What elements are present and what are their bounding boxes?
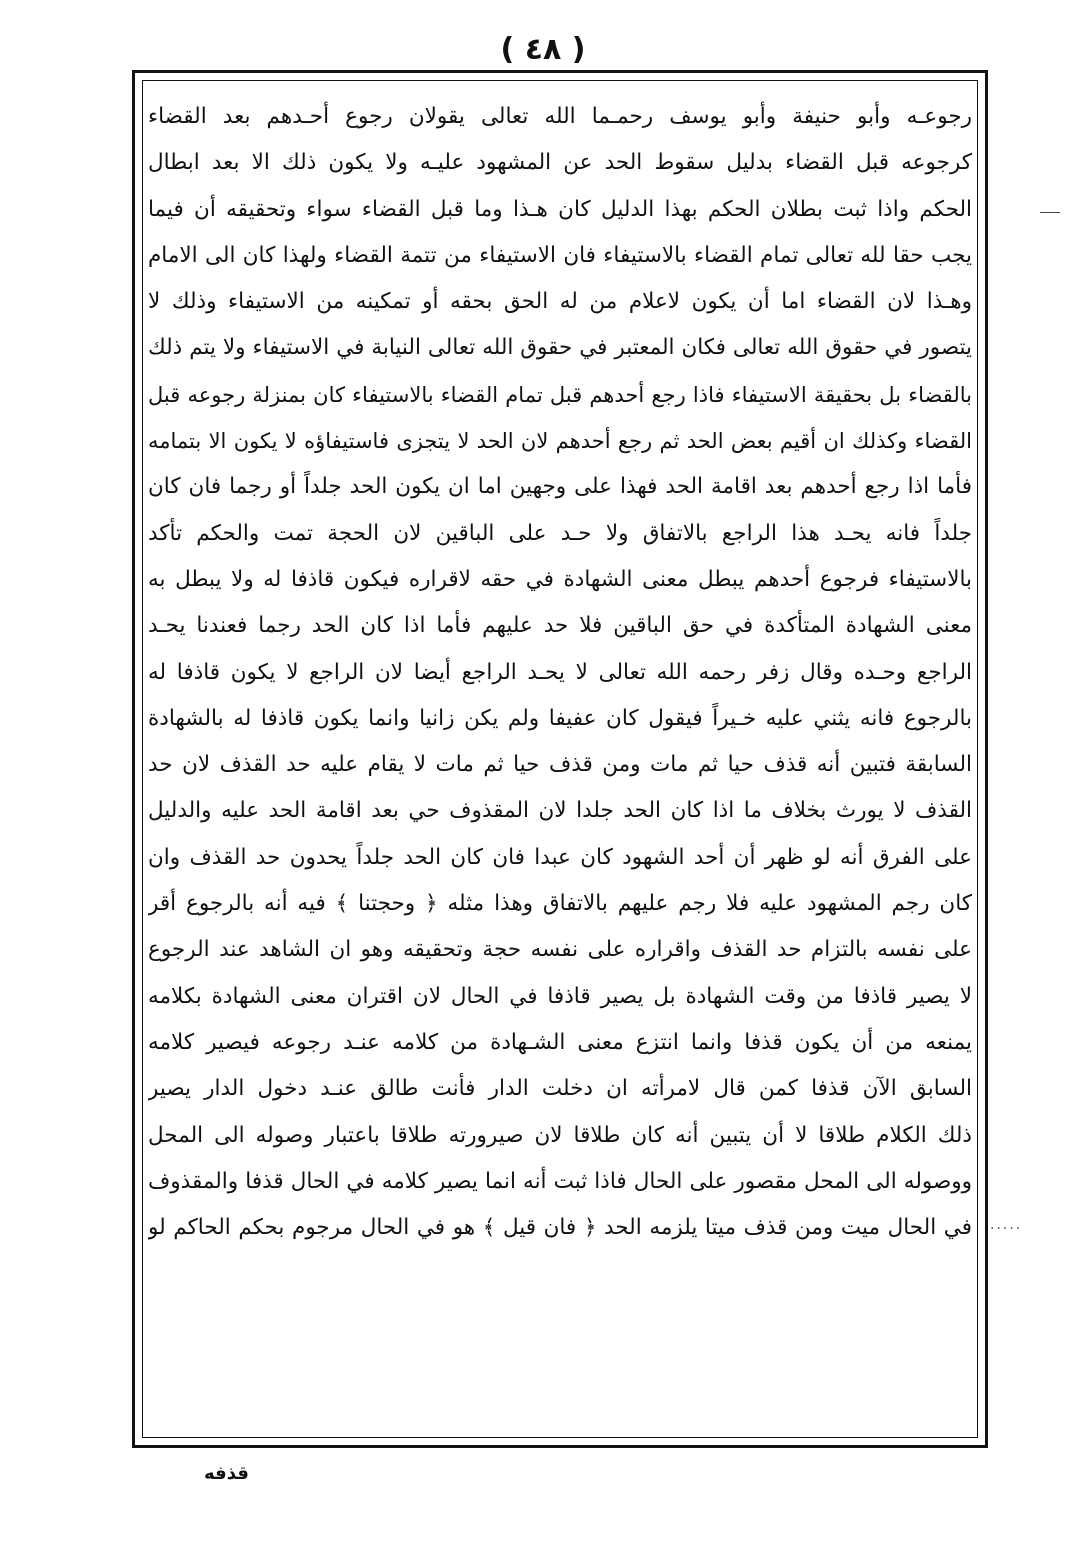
text-line-12: معنى الشهادة المتأكدة في حق الباقين فلا حد عليهم فأما اذا كان الحد رجما فعندنا يحـد	[148, 613, 972, 639]
text-line-8: القضاء وكذلك ان أقيم بعض الحد ثم رجع أحدهم لان الحد لا يتجزى فاستيفاؤه لا يكون الا بتمامه	[148, 429, 972, 454]
text-line-23: ذلك الكلام طلاقا لا أن يتبين أنه كان طلاقا لان صيرورته طلاقا باعتبار وصوله الى المحل	[148, 1122, 972, 1148]
text-line-24: ووصوله الى المحل مقصور على الحال فاذا ثبت أنه انما يصير كلامه في الحال قذفا والمقذوف	[148, 1168, 972, 1194]
text-line-14: بالرجوع فانه يثني عليه خـيراً فيقول كان عفيفا ولم يكن زانيا وانما يكون قاذفا له بالشهادة	[148, 705, 972, 731]
margin-dots: ·····	[990, 1221, 1023, 1237]
text-line-21: يمنعه من أن يكون قذفا وانما انتزع معنى الشـهادة من كلامه عنـد رجوعه فيصير كلامه	[148, 1029, 972, 1055]
text-line-4: يجب حقا لله تعالى تمام القضاء بالاستيفاء فان الاستيفاء من تتمة القضاء ولهذا كان الى الامام	[148, 242, 972, 268]
text-line-17: على الفرق أنه لو ظهر أن أحد الشهود كان عبدا فان كان الحد جلداً يحدون حد القذف وان	[148, 844, 972, 870]
text-line-18: كان رجم المشهود عليه فلا رجم عليهم بالاتفاق وهذا مثله ﴿ وحجتنا ﴾ فيه أنه بالرجوع أقر	[148, 891, 972, 917]
text-line-25: في الحال ميت ومن قذف ميتا يلزمه الحد ﴿ فان قيل ﴾ هو في الحال مرجوم بحكم الحاكم لو	[148, 1215, 972, 1241]
text-line-5: وهـذا لان القضاء اما أن يكون لاعلام من له الحق بحقه أو تمكينه من الاستيفاء وذلك لا	[148, 289, 972, 315]
text-line-9: فأما اذا رجع أحدهم بعد اقامة الحد فهذا على وجهين اما ان يكون الحد جلداً أو رجما فان كان	[148, 474, 972, 500]
text-line-1: رجوعـه وأبو حنيفة وأبو يوسف رحمـما الله تعالى يقولان رجوع أحـدهم بعد القضاء	[148, 104, 972, 129]
text-line-7: بالقضاء بل بحقيقة الاستيفاء فاذا رجع أحدهم قبل تمام القضاء بالاستيفاء كان بمنزلة رجوعه قبل	[148, 382, 972, 407]
body-text	[148, 94, 972, 1251]
text-line-10: جلداً فانه يحـد هذا الراجع بالاتفاق ولا حـد على الباقين لان الحجة تمت والحكم تأكد	[148, 520, 972, 546]
text-line-3: الحكم واذا ثبت بطلان الحكم بهذا الدليل كان هـذا وما قبل القضاء سواء وتحقيقه أن فيما	[148, 196, 972, 222]
text-line-11: بالاستيفاء فرجوع أحدهم يبطل معنى الشهادة في حقه لاقراره فيكون قاذفا له ولا يبطل به	[148, 566, 972, 592]
text-line-6: يتصور في حقوق الله تعالى فكان المعتبر في حقوق الله تعالى النيابة في الاستيفاء ولا يتم ذلك	[148, 335, 972, 361]
text-line-20: لا يصير قاذفا من وقت الشهادة بل يصير قاذفا في الحال لان اقتران معنى الشهادة بكلامه	[148, 983, 972, 1009]
text-line-13: الراجع وحـده وقال زفر رحمه الله تعالى لا يحـد الراجع أيضا لان الراجع لا يكون قاذفا له	[148, 659, 972, 685]
text-line-16: القذف لا يورث بخلاف ما اذا كان الحد جلدا لان المقذوف حي بعد اقامة الحد عليه والدليل	[148, 798, 972, 824]
page-number: ( ٤٨ )	[500, 32, 586, 67]
text-line-15: السابقة فتبين أنه قذف حيا ثم مات ومن قذف حيا ثم مات لا يقام عليه حد القذف لان حد	[148, 752, 972, 778]
text-line-19: على نفسه بالتزام حد القذف واقراره على نفسه حجة وتحقيقه وهو ان الشاهد عند الرجوع	[148, 937, 972, 963]
text-line-22: السابق الآن قذفا كمن قال لامرأته ان دخلت الدار فأنت طالق عنـد دخول الدار يصير	[148, 1076, 972, 1102]
margin-mark	[1040, 212, 1060, 213]
text-line-2: كرجوعه قبل القضاء بدليل سقوط الحد عن المشهود عليـه ولا يكون ذلك الا بعد ابطال	[148, 150, 972, 176]
catchword: قذفه	[204, 1463, 249, 1484]
